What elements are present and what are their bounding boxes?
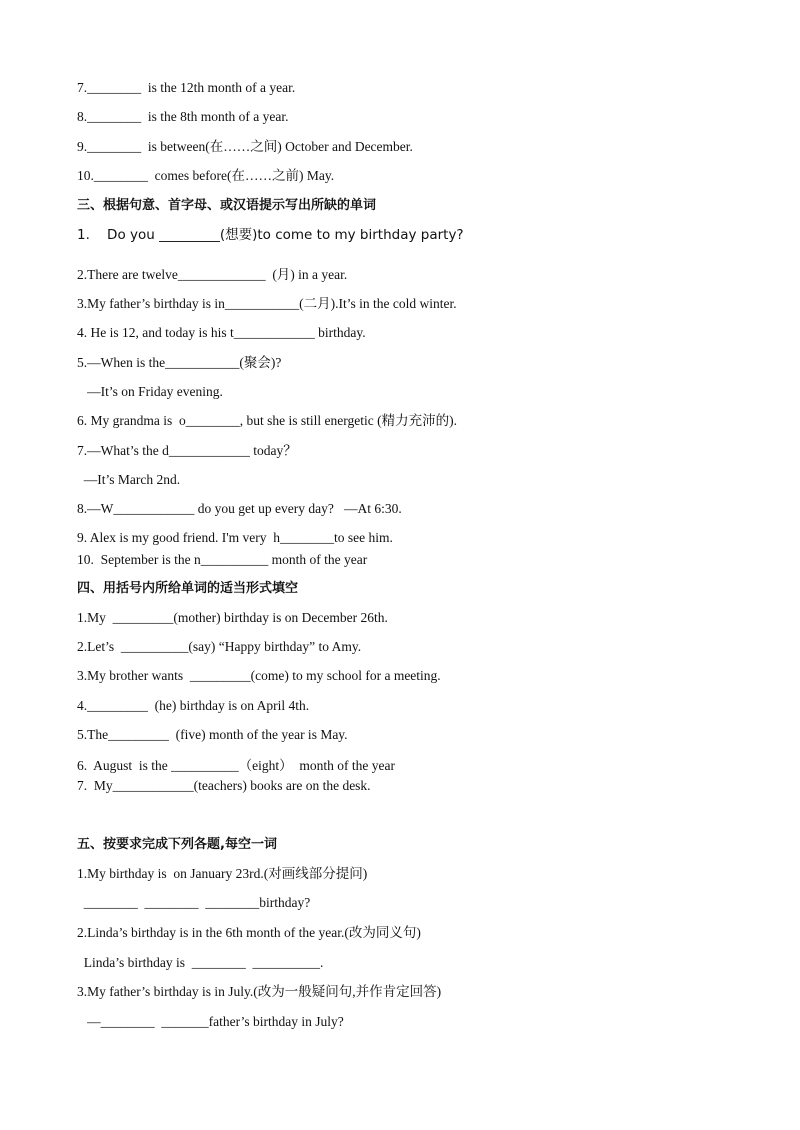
section-3-question-10: 10. September is the n__________ month of the year [77,552,368,567]
section-5-heading: 五、按要求完成下列各题,每空一词 [77,837,277,852]
section-3-question-1: 1. Do you _________(想要)to come to my birthday party? [77,227,464,243]
section-3-question-2: 2.There are twelve_____________ (月) in a year. [77,267,348,282]
section-4-question-7: 7. My____________(teachers) books are on the desk. [77,778,371,793]
section-3-question-7: 7.—What’s the d____________ today？ [77,443,297,458]
section-3-question-5-answer: —It’s on Friday evening. [77,384,223,399]
section-5-question-1-blanks: ________ ________ ________birthday? [77,895,311,910]
section-3-heading: 三、根据句意、首字母、或汉语提示写出所缺的单词 [77,198,377,213]
section-3-question-3: 3.My father’s birthday is in___________(二月).It’s in the cold winter. [77,296,457,311]
section-4-heading: 四、用括号内所给单词的适当形式填空 [77,581,299,596]
section-3-question-5: 5.—When is the___________(聚会)? [77,355,282,370]
section-5-question-2: 2.Linda’s birthday is in the 6th month of the year.(改为同义句) [77,925,421,940]
section-3-question-9: 9. Alex is my good friend. I'm very h________to see him. [77,530,393,545]
section-5-question-2-blanks: Linda’s birthday is ________ __________. [77,955,324,970]
section-4-question-1: 1.My _________(mother) birthday is on December 26th. [77,610,388,625]
section-4-question-3: 3.My brother wants _________(come) to my school for a meeting. [77,668,441,683]
question-7-months: 7.________ is the 12th month of a year. [77,80,296,95]
section-4-question-4: 4._________ (he) birthday is on April 4th. [77,698,310,713]
section-3-question-4: 4. He is 12, and today is his t____________ birthday. [77,325,366,340]
section-3-question-8: 8.—W____________ do you get up every day? —At 6:30. [77,501,402,516]
section-4-question-5: 5.The_________ (five) month of the year is May. [77,727,348,742]
section-3-question-7-answer: —It’s March 2nd. [77,472,181,487]
section-3-question-6: 6. My grandma is o________, but she is still energetic (精力充沛的). [77,413,457,428]
section-4-question-6: 6. August is the __________（eight） month of the year [77,758,395,773]
question-10-months: 10.________ comes before(在……之前) May. [77,168,335,183]
section-5-question-1: 1.My birthday is on January 23rd.(对画线部分提问) [77,866,368,881]
section-5-question-3-blanks: —________ _______father’s birthday in July? [77,1014,344,1029]
question-9-months: 9.________ is between(在……之间) October and December. [77,139,413,154]
section-5-question-3: 3.My father’s birthday is in July.(改为一般疑问句,并作肯定回答) [77,984,442,999]
section-4-question-2: 2.Let’s __________(say) “Happy birthday” to Amy. [77,639,362,654]
question-8-months: 8.________ is the 8th month of a year. [77,109,289,124]
